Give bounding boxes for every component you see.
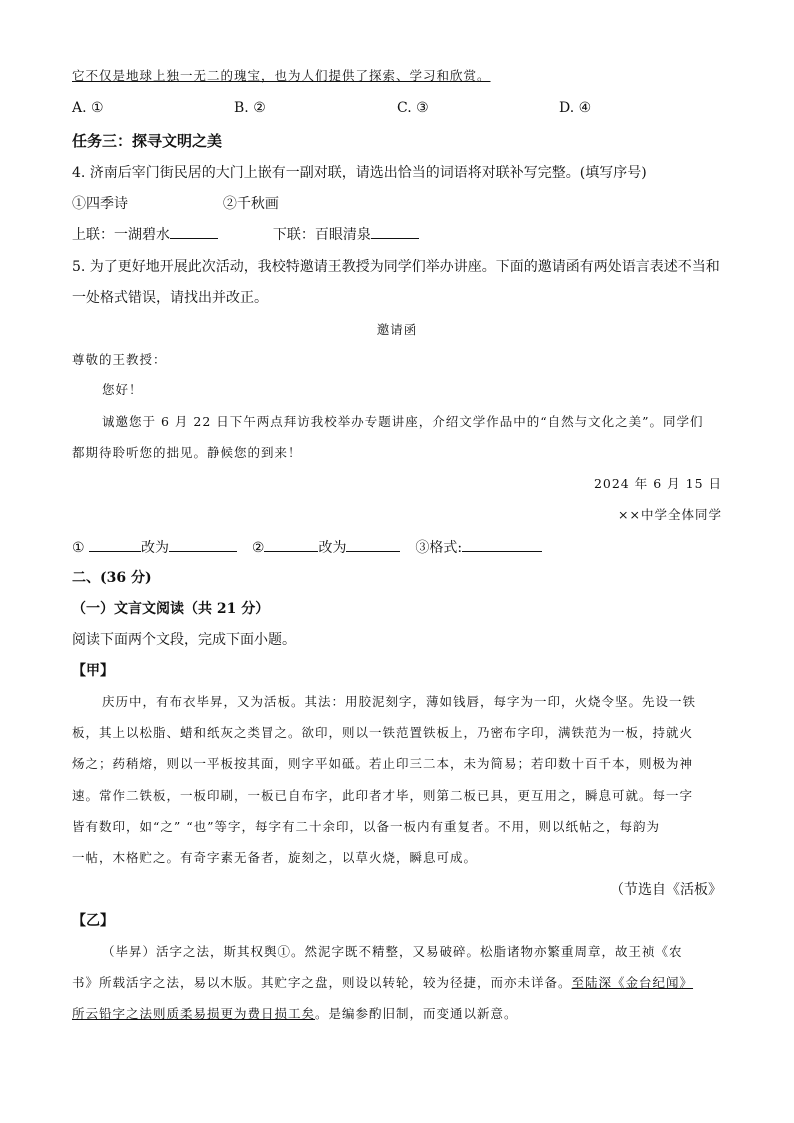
jia-source: （节选自《活板》 <box>610 882 722 898</box>
letter-body-line-2: 都期待聆听您的拙见。静候您的到来！ <box>72 445 302 460</box>
task3-heading: 任务三：探寻文明之美 <box>72 132 223 150</box>
classical-reading-heading: （一）文言文阅读（共 21 分） <box>72 601 270 617</box>
jia-line-4: 速。常作二铁板，一板印刷，一板已自布字，此印者才毕，则第二板已具，更互用之，瞬息可就。每一字 <box>72 788 694 803</box>
yi-line-2-underlined: 至陆深《金台纪闻》 <box>571 975 694 990</box>
jia-line-1: 庆历中，有布衣毕昇，又为活板。其法：用胶泥刻字，薄如钱唇，每字为一印，火烧令坚。先设一铁 <box>102 694 697 709</box>
yi-line-3-underlined: 所云铅字之法则质柔易损更为费日损工矣 <box>72 1006 316 1021</box>
reading-instruction: 阅读下面两个文段，完成下面小题。 <box>72 632 296 648</box>
answer-1-revised-blank[interactable] <box>169 537 237 552</box>
question-4-choices <box>72 193 279 213</box>
option-b: B. ② <box>234 100 266 116</box>
answer-2-original-blank[interactable] <box>264 537 318 552</box>
answer-2-revised-blank[interactable] <box>346 537 400 552</box>
question-5-line-2: 一处格式错误，请找出并改正。 <box>72 290 268 306</box>
question-5-line-1: 5. 为了更好地开展此次活动，我校特邀请王教授为同学们举办讲座。下面的邀请函有两处语言表述不当和 <box>72 259 720 275</box>
choice-2: ②千秋画 <box>222 196 279 212</box>
passage-ending-line: 它不仅是地球上独一无二的瑰宝，也为人们提供了探索、学习和欣赏。 <box>72 68 491 83</box>
letter-signature: ××中学全体同学 <box>618 507 722 522</box>
passage-jia-label: 【甲】 <box>72 663 114 679</box>
yi-line-1: （毕昇）活字之法，斯其权舆①。然泥字既不精整，又易破碎。松脂诸物亦繁重周章，故王祯《农 <box>102 944 683 959</box>
answer-3-format-blank[interactable] <box>462 537 542 552</box>
answer-3-label: ③格式: <box>415 540 463 556</box>
answer-1-change-label: 改为 <box>141 540 170 556</box>
option-d: D. ④ <box>559 100 592 116</box>
answer-1-label: ① <box>72 540 85 556</box>
letter-body-line-1: 诚邀您于 6 月 22 日下午两点拜访我校举办专题讲座，介绍文学作品中的“自然与文化之美”。同学们 <box>102 414 704 429</box>
couplet-upper-label: 上联：一湖碧水 <box>72 227 170 243</box>
answer-1-original-blank[interactable] <box>89 537 141 552</box>
yi-line-3 <box>72 1004 518 1022</box>
question-4-stem: 4. 济南后宰门街民居的大门上嵌有一副对联，请选出恰当的词语将对联补写完整。(填写序号) <box>72 165 647 181</box>
couplet-lower-blank[interactable] <box>371 224 419 239</box>
letter-salutation: 尊敬的王教授： <box>72 352 167 367</box>
jia-line-2: 板，其上以松脂、蜡和纸灰之类冒之。欲印，则以一铁范置铁板上，乃密布字印，满铁范为一板，持就火 <box>72 725 694 740</box>
choice-1: ①四季诗 <box>72 196 128 212</box>
answer-2-label: ② <box>251 540 265 556</box>
section-2-heading: 二、(36 分) <box>72 570 152 586</box>
couplet-upper-blank[interactable] <box>170 224 218 239</box>
couplet-lower-label: 下联：百眼清泉 <box>272 227 371 243</box>
jia-line-6: 一帖，木格贮之。有奇字素无备者，旋刻之，以草火烧，瞬息可成。 <box>72 850 478 865</box>
answer-2-change-label: 改为 <box>318 540 347 556</box>
couplet-line <box>72 224 419 244</box>
answer-line <box>72 537 542 557</box>
letter-title: 邀请函 <box>376 322 418 337</box>
jia-line-3: 炀之；药稍熔，则以一平板按其面，则字平如砥。若止印三二本，未为简易；若印数十百千本，则极为神 <box>72 756 694 771</box>
yi-line-2-text: 书》所载活字之法，易以木版。其贮字之盘，则设以转轮，较为径捷，而亦未详备。 <box>72 975 572 990</box>
letter-greeting: 您好！ <box>102 382 143 397</box>
jia-line-5: 皆有数印，如“之” “也”等字，每字有二十余印，以备一板内有重复者。不用，则以纸帖之，每韵为 <box>72 819 661 834</box>
option-c: C. ③ <box>397 100 429 116</box>
yi-line-2 <box>72 973 693 991</box>
yi-line-3-text: 。是编参酌旧制，而变通以新意。 <box>315 1006 518 1021</box>
option-a: A. ① <box>72 100 104 116</box>
letter-date: 2024 年 6 月 15 日 <box>593 476 722 491</box>
passage-yi-label: 【乙】 <box>72 913 114 929</box>
